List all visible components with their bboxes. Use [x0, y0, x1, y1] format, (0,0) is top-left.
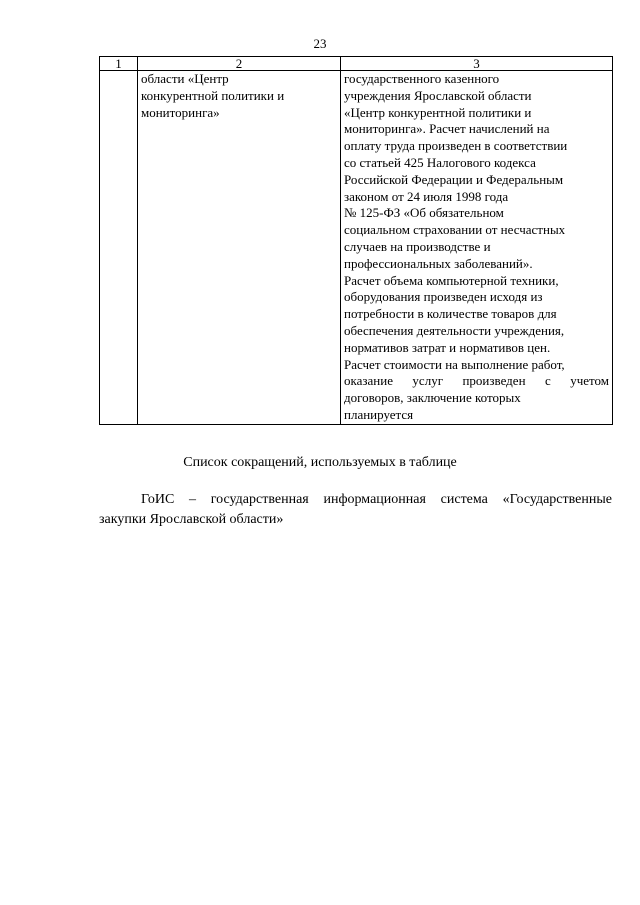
column-header-1: 1 — [100, 57, 138, 71]
cell-line: государственного казенного — [344, 71, 500, 86]
cell-line: оборудования произведен исходя из — [344, 289, 543, 305]
cell-line: профессиональных заболеваний». — [344, 255, 533, 271]
abbreviation-line: закупки Ярославской области» — [99, 512, 284, 527]
cell-line: учреждения Ярославской области — [344, 87, 532, 103]
cell-line: планируется — [344, 406, 414, 422]
cell-line: № 125-ФЗ «Об обязательном — [344, 205, 504, 221]
abbreviations-title: Список сокращений, используемых в таблице — [183, 455, 457, 470]
cell-line: законом от 24 июля 1998 года — [344, 188, 509, 204]
cell-line: мониторинга» — [141, 104, 220, 120]
cell-line: социальном страховании от несчастных — [344, 222, 566, 238]
cell-line: договоров, заключение которых — [344, 390, 521, 406]
abbreviations-paragraph — [99, 490, 612, 530]
cell-line: обеспечения деятельности учреждения, — [344, 322, 565, 338]
cell-line: Расчет стоимости на выполнение работ, — [344, 356, 565, 372]
column-header-3: 3 — [341, 57, 613, 71]
cell-line: оплату труда произведен в соответствии — [344, 138, 568, 154]
cell-line: потребности в количестве товаров для — [344, 306, 557, 322]
data-table — [99, 56, 613, 425]
abbreviation-line: ГоИС – государственная информационная система «Государственные — [141, 492, 612, 507]
cell-line: конкурентной политики и — [141, 87, 285, 103]
cell-line: оказание услуг произведен с учетом — [344, 373, 609, 389]
table-cell-col3 — [341, 71, 613, 425]
cell-line: Расчет объема компьютерной техники, — [344, 272, 559, 288]
cell-line: «Центр конкурентной политики и — [344, 104, 532, 120]
table-cell-col2 — [138, 71, 341, 425]
cell-line: нормативов затрат и нормативов цен. — [344, 339, 551, 355]
table-row — [100, 71, 613, 425]
table-cell-col1 — [100, 71, 138, 425]
cell-line: со статьей 425 Налогового кодекса — [344, 154, 536, 170]
cell-line: случаев на производстве и — [344, 238, 491, 254]
cell-line: области «Центр — [141, 71, 229, 86]
column-header-2: 2 — [138, 57, 341, 71]
page-number: 23 — [313, 36, 327, 51]
table-header-row — [100, 57, 613, 71]
cell-line: мониторинга». Расчет начислений на — [344, 121, 550, 137]
cell-line: Российской Федерации и Федеральным — [344, 171, 564, 187]
